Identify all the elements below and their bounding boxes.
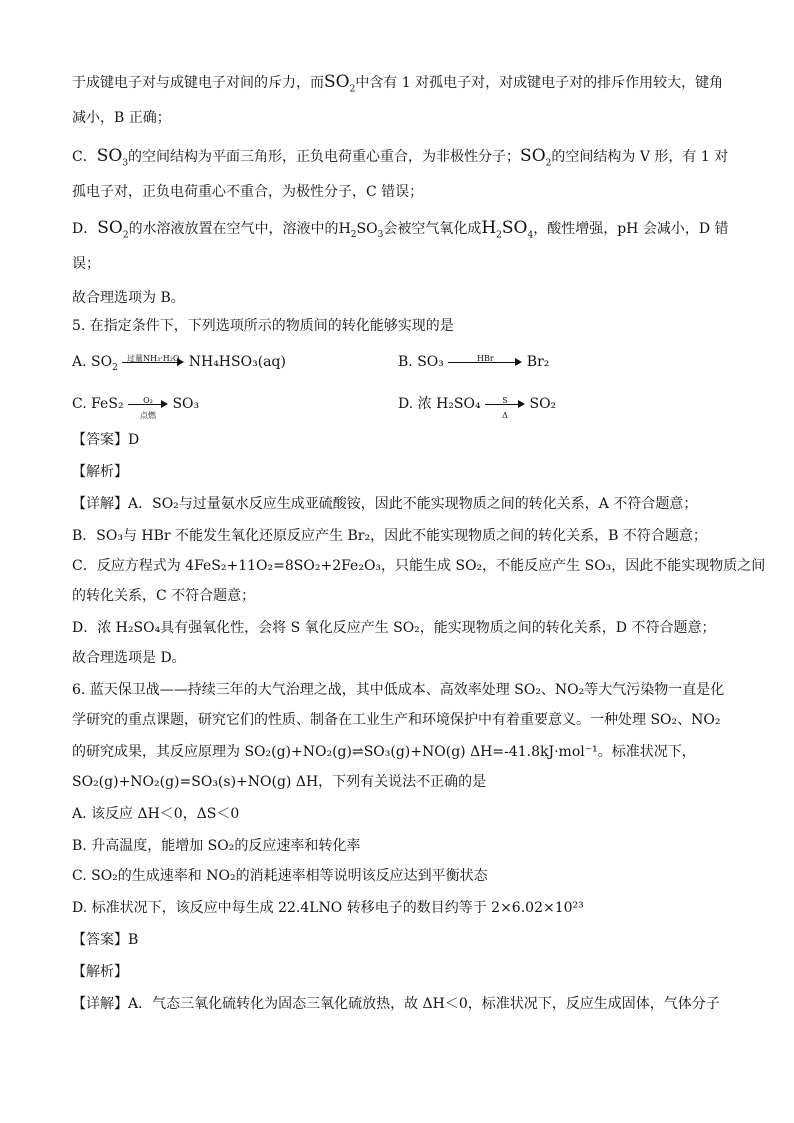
q5-option-b: B. SO₃ HBr Br₂: [398, 354, 550, 370]
q5-detail-5: D．浓 H₂SO₄具有强氧化性，会将 S 氧化反应产生 SO₂，能实现物质之间的转化关系，D 不符合题意；: [72, 620, 716, 636]
q6-analysis-label: 【解析】: [72, 964, 128, 980]
question-6-stem-4: SO₂(g)+NO₂(g)=SO₃(s)+NO(g) ΔH，下列有关说法不正确的是: [72, 774, 487, 790]
q5-detail-6: 故合理选项是 D。: [72, 650, 186, 666]
text-line: C．$SO_3$的空间结构为平面三角形，正负电荷重心重合，为非极性分子；$SO_2$的空间结构为 V 形，有 1 对: [72, 146, 729, 169]
question-6-stem-1: 6. 蓝天保卫战——持续三年的大气治理之战，其中低成本、高效率处理 SO₂、NO₂等大气污染物一直是化: [72, 682, 725, 698]
question-5-stem: 5. 在指定条件下，下列选项所示的物质间的转化能够实现的是: [72, 318, 454, 334]
q6-option-c: C. SO₂的生成速率和 NO₂的消耗速率相等说明该反应达到平衡状态: [72, 868, 488, 884]
text-line: D．$SO_2$的水溶液放置在空气中，溶液中的$H_2SO_3$会被空气氧化成$H_2SO_4$，酸性增强，pH 会减小，D 错: [72, 218, 729, 241]
reaction-arrow-icon: 过量NH₃·H₂O: [122, 352, 184, 372]
q5-option-d: D. 浓 H₂SO₄ $\frac{S}{\Delta}$ SO₂: [398, 396, 557, 420]
q5-option-a: A. $SO_2$ 过量NH₃·H₂O NH₄HSO₃(aq): [72, 354, 286, 373]
text-line: 于成键电子对与成键电子对间的斥力，而$SO_2$中含有 1 对孤电子对，对成键电子对的排斥作用较大，键角: [72, 72, 724, 95]
q5-detail-2: B．SO₃与 HBr 不能发生氧化还原反应产生 Br₂，因此不能实现物质之间的转化关系，B 不符合题意；: [72, 528, 707, 544]
q5-answer: 【答案】D: [72, 432, 140, 448]
reaction-arrow-icon: O₂ 点燃: [128, 394, 168, 414]
q6-option-d: D. 标准状况下，该反应中每生成 22.4LNO 转移电子的数目约等于 2×6.02×10²³: [72, 900, 584, 916]
q5-option-c: C. FeS₂ O₂ 点燃 SO₃: [72, 396, 200, 420]
q5-detail-3: C．反应方程式为 4FeS₂+11O₂=8SO₂+2Fe₂O₃，只能生成 SO₂，不能反应产生 SO₃，因此不能实现物质之间: [72, 558, 766, 574]
text-line: 减小，B 正确；: [72, 110, 171, 126]
q6-detail-1: 【详解】A．气态三氧化硫转化为固态三氧化硫放热，故 ΔH＜0，标准状况下，反应生成固体，气体分子: [72, 996, 720, 1012]
question-6-stem-2: 学研究的重点课题，研究它们的性质、制备在工业生产和环境保护中有着重要意义。一种处理 SO₂、NO₂: [72, 712, 721, 728]
text-line: 孤电子对，正负电荷重心不重合，为极性分子，C 错误；: [72, 184, 424, 200]
q6-answer: 【答案】B: [72, 932, 139, 948]
text-line: 误；: [72, 256, 100, 272]
q5-detail-1: 【详解】A．SO₂与过量氨水反应生成亚硫酸铵，因此不能实现物质之间的转化关系，A 不符合题意；: [72, 496, 698, 512]
q6-option-a: A. 该反应 ΔH＜0，ΔS＜0: [72, 806, 240, 822]
q6-option-b: B. 升高温度，能增加 SO₂的反应速率和转化率: [72, 838, 361, 854]
question-6-stem-3: 的研究成果，其反应原理为 SO₂(g)+NO₂(g)⇌SO₃(g)+NO(g) ΔH=-41.8kJ·mol⁻¹。标准状况下，: [72, 744, 696, 760]
q5-detail-4: 的转化关系，C 不符合题意；: [72, 588, 256, 604]
text-span: 于成键电子对与成键电子对间的斥力，而: [72, 75, 324, 91]
reaction-arrow-icon: HBr: [448, 352, 522, 372]
text-span: 中含有 1 对孤电子对，对成键电子对的排斥作用较大，键角: [355, 75, 724, 91]
reaction-arrow-icon: $\frac{S}{\Delta}$: [485, 394, 525, 414]
text-line: 故合理选项为 B。: [72, 290, 185, 306]
q5-analysis-label: 【解析】: [72, 464, 128, 480]
